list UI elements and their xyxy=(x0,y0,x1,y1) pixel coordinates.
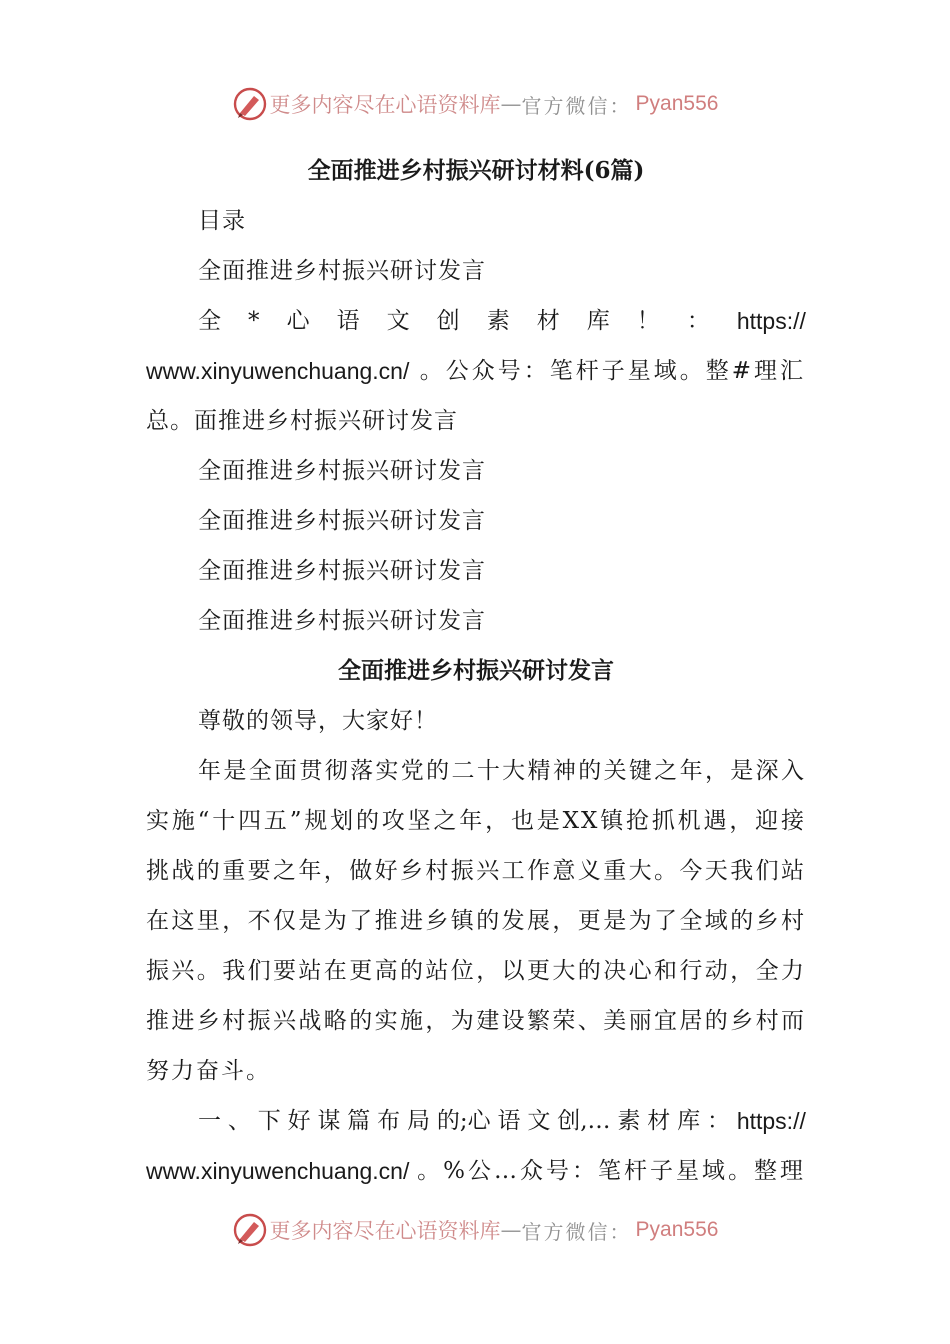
watermark-line: 总。面推进乡村振兴研讨发言 xyxy=(146,408,458,434)
toc-item: 全面推进乡村振兴研讨发言 xyxy=(198,508,486,534)
greeting: 尊敬的领导，大家好！ xyxy=(198,708,438,734)
body-paragraph: 年是全面贯彻落实党的二十大精神的关键之年，是深入实施“十四五”规划的攻坚之年，也是XX镇抢抓机遇，迎接挑战的重要之年，做好乡村振兴工作意义重大。今天我们站在这里，不仅是为了推进乡镇的发展，更是为了全域的乡村振兴。我们要站在更高的站位，以更大的决心和行动，全力推进乡村振兴战略的实施，为建设繁荣、美丽宜居的乡村而努力奋斗。 xyxy=(146,758,806,1084)
footer-banner xyxy=(0,1208,950,1252)
document-title: 全面推进乡村振兴研讨材料(6篇) xyxy=(307,157,645,184)
banner-slogan: 更多内容尽在心语资料库 xyxy=(269,93,501,117)
toc-label: 目录 xyxy=(198,208,246,234)
watermark-line: www.xinyuwenchuang.cn/ 。公众号：笔杆子星域。整#理汇 xyxy=(146,358,806,384)
document-body xyxy=(146,146,806,1196)
banner-dash: — xyxy=(500,92,522,116)
section-title: 全面推进乡村振兴研讨发言 xyxy=(338,657,614,684)
pen-logo-icon xyxy=(232,86,268,122)
banner-slogan: 更多内容尽在心语资料库 xyxy=(269,1219,501,1243)
header-banner xyxy=(0,82,950,126)
point-line: 一 、 下 好 谋 篇 布 局 的;心 语 文 创,… 素 材 库 ： https:// xyxy=(198,1108,806,1134)
banner-wechat-label: 官方微信： xyxy=(521,93,632,118)
toc-item: 全面推进乡村振兴研讨发言 xyxy=(198,558,486,584)
toc-item: 全面推进乡村振兴研讨发言 xyxy=(198,258,486,284)
watermark-line: 全 * 心 语 文 创 素 材 库 ！ ： https:// xyxy=(198,308,806,334)
toc-item: 全面推进乡村振兴研讨发言 xyxy=(198,608,486,634)
banner-wechat-label: 官方微信： xyxy=(521,1219,632,1244)
point-line: www.xinyuwenchuang.cn/ 。%公…众号：笔杆子星域。整理 xyxy=(146,1158,806,1184)
banner-wechat-id: Pyan556 xyxy=(635,1218,719,1241)
toc-item: 全面推进乡村振兴研讨发言 xyxy=(198,458,486,484)
banner-wechat-id: Pyan556 xyxy=(635,92,719,115)
banner-dash: — xyxy=(500,1218,522,1242)
pen-logo-icon xyxy=(232,1212,268,1248)
